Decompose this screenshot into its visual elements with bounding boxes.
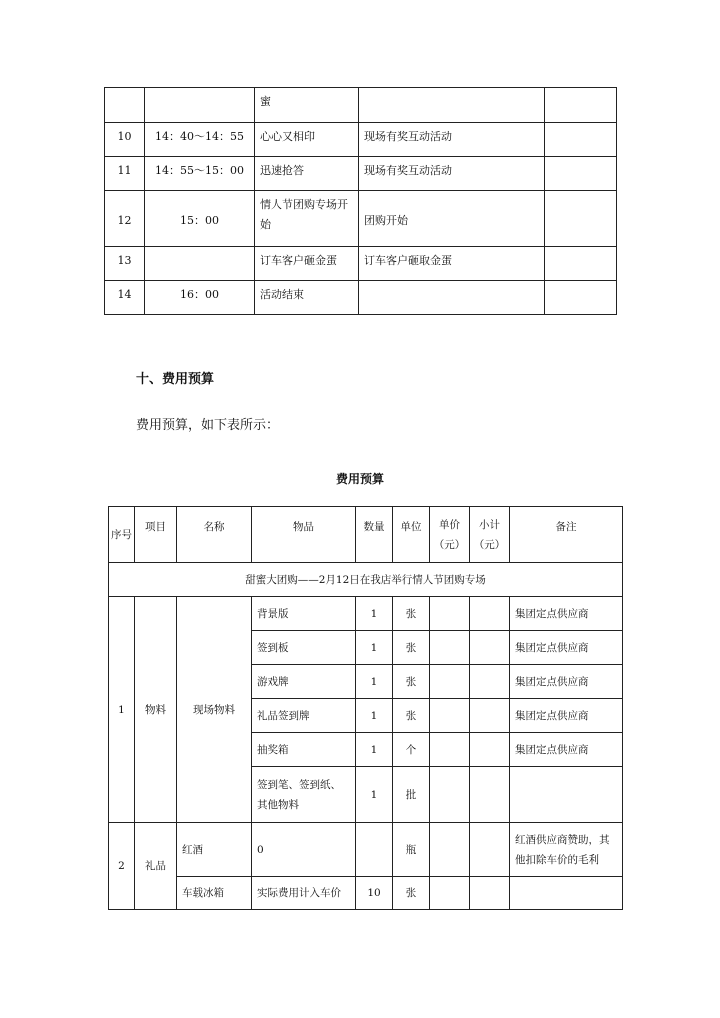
row-number [105,88,145,123]
row-number: 11 [105,157,145,191]
header-remark: 备注 [510,507,623,563]
row-name: 红酒 [177,823,252,877]
table-row [105,247,617,281]
table-caption: 费用预算 [335,472,384,486]
row-content: 团购开始 [359,191,545,247]
row-remark [510,877,623,910]
group-no: 1 [109,597,135,823]
row-remark [510,767,623,823]
row-qty: 10 [356,877,393,910]
header-row [109,507,623,563]
row-subtotal [470,823,510,877]
row-time: 14：40～14：55 [145,123,255,157]
row-time [145,247,255,281]
row-content: 现场有奖互动活动 [359,157,545,191]
row-price [430,699,470,733]
table-row [109,877,623,910]
row-item: 礼品签到牌 [252,699,356,733]
row-item: 签到笔、签到纸、其他物料 [252,767,356,823]
schedule-table [104,87,617,315]
header-price: 单价（元） [430,507,470,563]
group-name: 现场物料 [177,597,252,823]
table-row [105,123,617,157]
row-price [430,631,470,665]
banner-row [109,563,623,597]
row-item: 实际费用计入车价 [252,877,356,910]
table-row [109,597,623,631]
row-item: 背景版 [252,597,356,631]
row-item: 蜜 [255,88,359,123]
row-remark: 集团定点供应商 [510,631,623,665]
row-remark: 集团定点供应商 [510,733,623,767]
row-remark: 集团定点供应商 [510,699,623,733]
table-row [105,281,617,315]
row-price [430,823,470,877]
row-remark: 集团定点供应商 [510,665,623,699]
row-price [430,767,470,823]
row-qty [356,823,393,877]
row-qty: 1 [356,699,393,733]
row-time: 16：00 [145,281,255,315]
row-time [145,88,255,123]
row-item: 心心又相印 [255,123,359,157]
row-number: 14 [105,281,145,315]
row-subtotal [470,597,510,631]
row-price [430,597,470,631]
row-item: 订车客户砸金蛋 [255,247,359,281]
row-note [545,281,617,315]
header-project: 项目 [135,507,177,563]
group-project: 物料 [135,597,177,823]
section-heading: 十、费用预算 [136,372,215,387]
row-qty: 1 [356,597,393,631]
row-item: 签到板 [252,631,356,665]
table-row [105,88,617,123]
row-note [545,157,617,191]
row-remark: 红酒供应商赞助，其他扣除车价的毛利 [510,823,623,877]
table-row [105,157,617,191]
row-content [359,281,545,315]
row-time: 15：00 [145,191,255,247]
row-note [545,191,617,247]
row-item: 情人节团购专场开始 [255,191,359,247]
row-qty: 1 [356,631,393,665]
row-subtotal [470,631,510,665]
row-item: 迅速抢答 [255,157,359,191]
row-unit: 张 [393,665,430,699]
banner-text: 甜蜜大团购——2月12日在我店举行情人节团购专场 [109,563,623,597]
group-project: 礼品 [135,823,177,910]
header-name: 名称 [177,507,252,563]
row-note [545,88,617,123]
header-qty: 数量 [356,507,393,563]
row-content [359,88,545,123]
row-item: 0 [252,823,356,877]
row-name: 车载冰箱 [177,877,252,910]
row-qty: 1 [356,665,393,699]
row-item: 活动结束 [255,281,359,315]
table-row [109,823,623,877]
row-unit: 批 [393,767,430,823]
header-item: 物品 [252,507,356,563]
row-note [545,123,617,157]
row-subtotal [470,665,510,699]
header-unit: 单位 [393,507,430,563]
row-unit: 张 [393,631,430,665]
row-number: 13 [105,247,145,281]
row-subtotal [470,767,510,823]
row-note [545,247,617,281]
row-unit: 张 [393,877,430,910]
row-unit: 张 [393,597,430,631]
row-unit: 张 [393,699,430,733]
row-qty: 1 [356,733,393,767]
row-price [430,665,470,699]
row-price [430,877,470,910]
row-item: 游戏牌 [252,665,356,699]
row-subtotal [470,877,510,910]
row-unit: 瓶 [393,823,430,877]
row-content: 现场有奖互动活动 [359,123,545,157]
row-time: 14：55～15：00 [145,157,255,191]
row-qty: 1 [356,767,393,823]
row-number: 10 [105,123,145,157]
row-price [430,733,470,767]
row-remark: 集团定点供应商 [510,597,623,631]
row-unit: 个 [393,733,430,767]
row-subtotal [470,733,510,767]
table-row [105,191,617,247]
row-item: 抽奖箱 [252,733,356,767]
header-subtotal: 小计（元） [470,507,510,563]
group-no: 2 [109,823,135,910]
row-subtotal [470,699,510,733]
row-number: 12 [105,191,145,247]
row-content: 订车客户砸取金蛋 [359,247,545,281]
budget-table [108,506,623,910]
header-no: 序号 [109,507,135,563]
section-paragraph: 费用预算，如下表所示： [136,418,280,433]
